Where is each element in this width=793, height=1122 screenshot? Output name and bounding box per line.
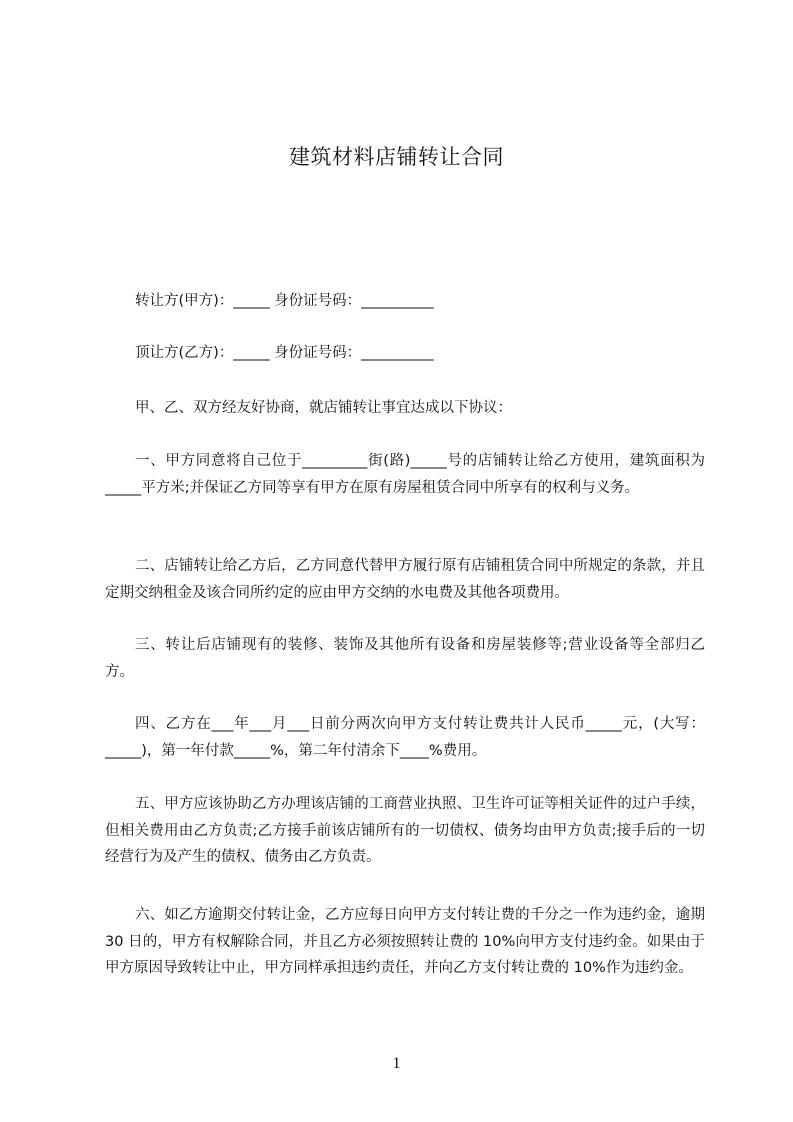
clause-5: 五、甲方应该协助乙方办理该店铺的工商营业执照、卫生许可证等相关证件的过户手续，但相关费用由乙方负责;乙方接手前该店铺所有的一切债权、债务均由甲方负责;接手后的一切经营行为及产生的债权、债务由乙方负责。 xyxy=(105,796,705,865)
clause-3: 三、转让后店铺现有的装修、装饰及其他所有设备和房屋装修等;营业设备等全部归乙方。 xyxy=(105,637,705,680)
intro-paragraph: 甲、乙、双方经友好协商，就店铺转让事宜达成以下协议： xyxy=(135,400,512,416)
party-b-line: 顶让方(乙方)：_____ 身份证号码：__________ xyxy=(135,345,434,361)
page-number: 1 xyxy=(392,1055,401,1072)
clause-2: 二、店铺转让给乙方后，乙方同意代替甲方履行原有店铺租赁合同中所规定的条款，并且定期交纳租金及该合同所约定的应由甲方交纳的水电费及其他各项费用。 xyxy=(105,558,705,601)
clause-6: 六、如乙方逾期交付转让金，乙方应每日向甲方支付转让费的千分之一作为违约金，逾期 30 日的，甲方有权解除合同，并且乙方必须按照转让费的 10%向甲方支付违约金。如果由于甲方原因导致转让中止，甲方同样承担违约责任，并向乙方支付转让费的 10%作为违约金。 xyxy=(105,907,705,976)
clause-1: 一、甲方同意将自己位于_________街(路)_____号的店铺转让给乙方使用，建筑面积为_____平方米;并保证乙方同等享有甲方在原有房屋租赁合同中所享有的权利与义务。 xyxy=(105,453,705,496)
clause-4: 四、乙方在___年___月___日前分两次向甲方支付转让费共计人民币_____元，(大写：_____)，第一年付款_____%，第二年付清余下____%费用。 xyxy=(105,716,705,759)
document-title: 建筑材料店铺转让合同 xyxy=(289,145,504,169)
party-a-line: 转让方(甲方)：_____ 身份证号码：__________ xyxy=(135,293,434,309)
